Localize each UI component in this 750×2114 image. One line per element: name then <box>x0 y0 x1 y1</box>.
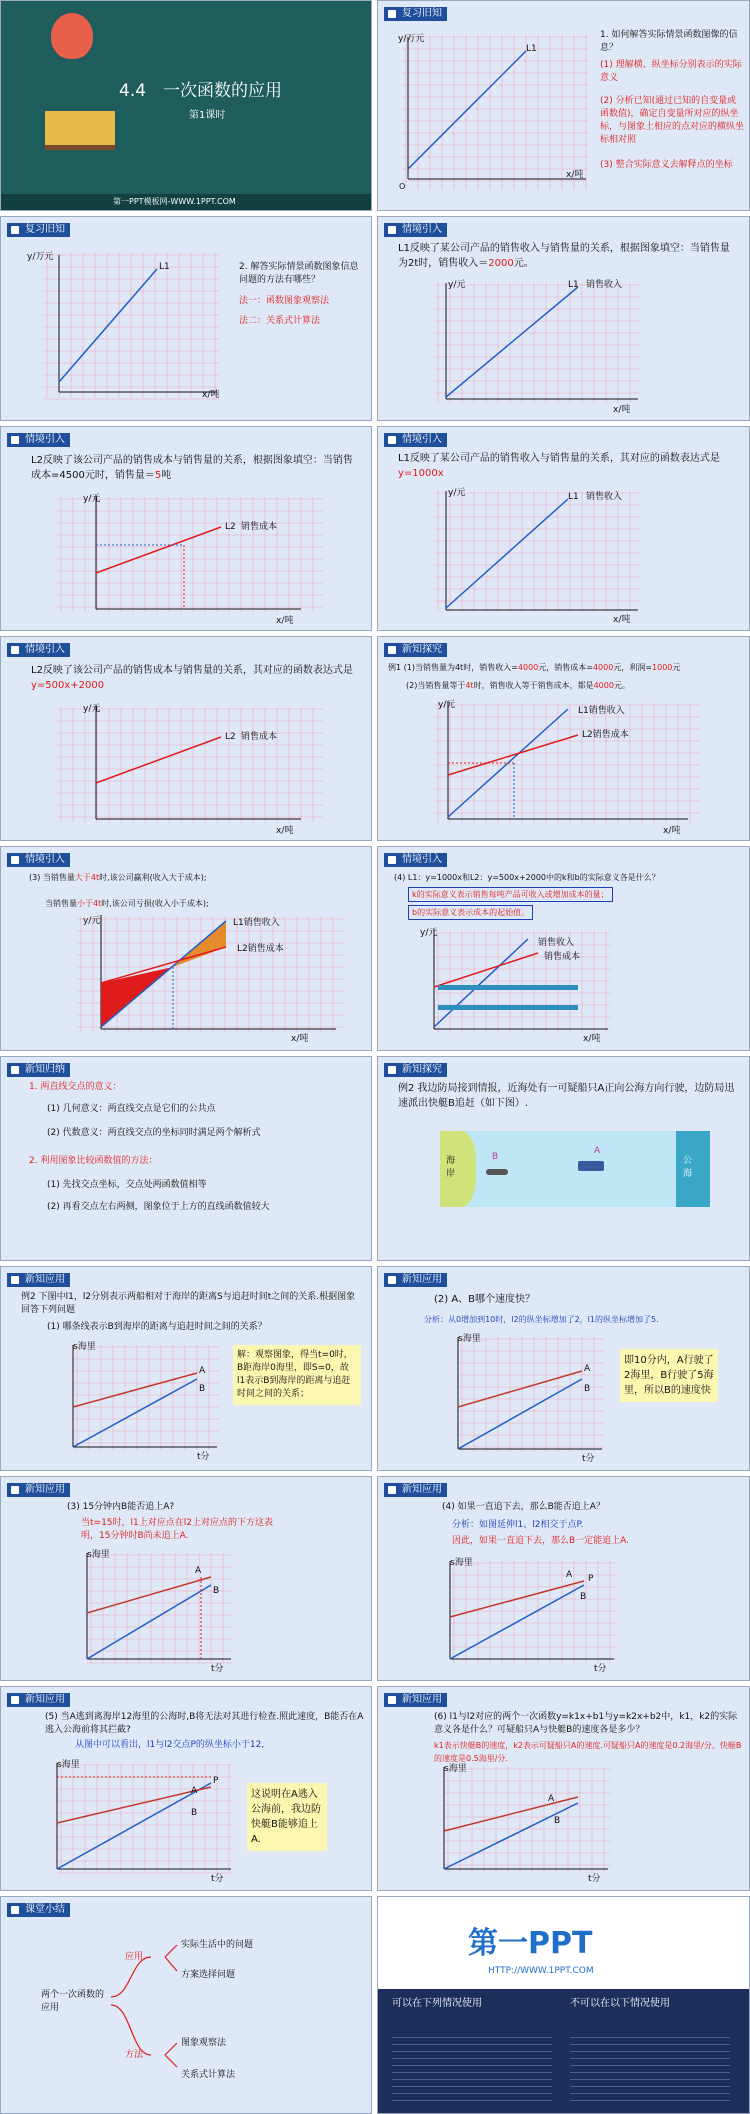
slide-apply-6 <box>377 1686 750 1891</box>
answer: y=500x+2000 <box>31 680 105 691</box>
section-tag: 复习旧知 <box>7 223 70 237</box>
chart-income <box>418 485 648 625</box>
series-label: 销售收入 <box>586 492 623 502</box>
y-axis-label: y/元 <box>448 488 466 498</box>
b-label: B <box>213 1586 220 1596</box>
t1-rest: 时,该公司赢利(收入大于成本); <box>99 873 207 882</box>
a-label: A <box>566 1570 573 1580</box>
branch-method: 方法 <box>125 2050 144 2060</box>
l1-label: L1销售收入 <box>578 706 625 716</box>
b-label: B <box>554 1816 561 1826</box>
boat-a-icon <box>578 1161 604 1171</box>
prompt <box>31 663 361 693</box>
t2-red: 小于4t <box>77 899 102 908</box>
cannot-use-heading: 不可以在以下情况使用 <box>570 1998 670 2009</box>
e1-profit: 1000 <box>652 663 673 672</box>
series-l1 <box>446 499 568 608</box>
section-tag: 新知应用 <box>384 1483 447 1497</box>
slide-review-2 <box>0 216 372 421</box>
line-label: L1 <box>159 262 170 272</box>
x-axis-label: x/吨 <box>566 170 584 180</box>
slide-intro-2 <box>0 426 372 631</box>
k-meaning: k的实际意义表示销售每吨产品可收入或增加成本的量； <box>408 887 613 902</box>
slide-apply-3 <box>0 1476 372 1681</box>
y-axis-label: y/元 <box>438 700 456 710</box>
y-axis-label: s海里 <box>87 1550 110 1560</box>
chart-boats <box>71 1547 241 1677</box>
question: (3) 15分钟内B能否追上A? <box>67 1502 175 1512</box>
balloon-icon <box>51 13 93 59</box>
series-label: 销售收入 <box>586 280 623 290</box>
p-label: P <box>213 1776 219 1786</box>
l2-label: L2销售成本 <box>582 730 629 740</box>
series-l2 <box>96 737 221 783</box>
cost-label: 销售成本 <box>544 952 581 962</box>
section-tag: 新知归纳 <box>7 1063 70 1077</box>
series-label: 销售成本 <box>241 732 278 742</box>
question: (2) A、B哪个速度快？ <box>434 1294 536 1305</box>
y-axis-label: y/元 <box>83 916 101 926</box>
slide-intro-6 <box>377 846 750 1051</box>
chart-boats <box>57 1339 227 1464</box>
slide-intro-3 <box>377 426 750 631</box>
answer: 当t=15时，l1上对应点在l2上对应点的下方这表明，15分钟时B尚未追上A. <box>81 1518 273 1541</box>
brand-url: HTTP://WWW.1PPT.COM <box>488 1966 594 1976</box>
lesson-title: 4.4 一次函数的应用 <box>119 81 283 101</box>
brand-logo: 第一PPT <box>468 1926 593 1961</box>
series-l1 <box>408 51 526 169</box>
boat-b-icon <box>486 1169 508 1175</box>
example-1 <box>388 661 748 674</box>
section-tag: 新知探究 <box>384 643 447 657</box>
cover-footer: 第一PPT模板网-WWW.1PPT.COM <box>113 197 236 206</box>
answer-note: 这说明在A逃入公海前，我边防快艇B能够追上A. <box>247 1783 327 1851</box>
chart-income <box>418 277 648 417</box>
band-2 <box>438 1005 578 1010</box>
b-meaning: b的实际意义表示成本的起始值。 <box>408 905 533 920</box>
slide-intro-1 <box>377 216 750 421</box>
answer: y=1000x <box>398 468 444 479</box>
prompt <box>398 451 738 481</box>
answer: 2000 <box>488 258 514 269</box>
slide-intro-4 <box>0 636 372 841</box>
analysis: 从图中可以看出，l1与l2交点P的纵坐标小于12, <box>75 1740 265 1750</box>
chart-k-b <box>418 925 618 1047</box>
a-label: A <box>548 1794 555 1804</box>
point-3: (1) 先找交点坐标，交点处两函数值相等 <box>47 1180 207 1190</box>
a-label: A <box>584 1364 591 1374</box>
chart-boats <box>41 1757 241 1887</box>
line-label: L2 <box>225 732 236 742</box>
chart-boats <box>434 1555 624 1677</box>
y-axis-label: s海里 <box>57 1760 80 1770</box>
y-axis-label: y/元 <box>448 280 466 290</box>
section-tag: 情境引入 <box>384 433 447 447</box>
slide-brand <box>377 1896 750 2114</box>
e1-income: 4000 <box>517 663 539 672</box>
x-axis-label: t分 <box>197 1452 210 1462</box>
link-list-left <box>392 2031 552 2107</box>
band-1 <box>438 985 578 990</box>
answer-1: (1) 理解横、纵坐标分别表示的实际意义 <box>600 60 742 83</box>
line-label: L2 <box>225 522 236 532</box>
item-2: 方案选择问题 <box>181 1970 236 1980</box>
answer: k1表示快艇B的速度，k2表示可疑船只A的速度.可疑船只A的速度是0.2海里/分，快艇B的速度是0.5海里/分. <box>434 1741 742 1763</box>
x-axis-label: x/吨 <box>613 615 631 625</box>
t1-red: 大于4t <box>74 873 100 882</box>
chart-cost <box>41 491 331 626</box>
slide-review-1 <box>377 0 750 211</box>
sea-scene <box>440 1131 710 1207</box>
point-4: (2) 再看交点左右两侧，图象位于上方的直线函数值较大 <box>47 1202 270 1212</box>
e2-text-2: 时，销售收入等于销售成本，都是 <box>473 681 594 690</box>
b-label: B <box>199 1384 206 1394</box>
series-b <box>73 1379 197 1447</box>
point-1: (1) 几何意义：两直线交点是它们的公共点 <box>47 1104 216 1114</box>
slide-apply-1 <box>0 1266 372 1471</box>
section-tag: 情境引入 <box>384 223 447 237</box>
slide-apply-4 <box>377 1476 750 1681</box>
line-label: L1 <box>568 492 579 502</box>
p-label: P <box>588 1574 594 1584</box>
section-tag: 情境引入 <box>7 853 70 867</box>
series-label: 销售成本 <box>241 522 278 532</box>
section-tag: 情境引入 <box>384 853 447 867</box>
y-axis-label: s海里 <box>444 1764 467 1774</box>
series-b <box>450 1585 587 1659</box>
section-tag: 新知应用 <box>7 1273 70 1287</box>
chart-income-cost <box>418 697 708 837</box>
can-use-heading: 可以在下列情况使用 <box>392 1998 482 2009</box>
series-a <box>87 1577 211 1613</box>
x-axis-label: t分 <box>594 1664 607 1674</box>
method-2: 法二：关系式计算法 <box>239 316 321 326</box>
section-tag: 新知应用 <box>7 1693 70 1707</box>
x-axis-label: x/吨 <box>663 826 681 836</box>
y-axis-label: s海里 <box>73 1342 96 1352</box>
a-label: A <box>191 1786 198 1796</box>
l2-label: L2销售成本 <box>237 944 284 954</box>
chart-l1 <box>27 247 227 412</box>
x-axis-label: x/吨 <box>583 1034 601 1044</box>
example-2 <box>406 679 746 692</box>
prompt <box>398 241 738 271</box>
a-label: A <box>195 1566 202 1576</box>
slide-explore-2 <box>377 1056 750 1261</box>
l1-label: L1销售收入 <box>233 918 280 928</box>
high-seas-label: 公海 <box>683 1156 693 1179</box>
section-tag: 情境引入 <box>7 643 70 657</box>
slide-apply-5 <box>0 1686 372 1891</box>
slide-summary-2 <box>0 1896 372 2114</box>
origin-label: O <box>399 182 406 191</box>
t1: (3) 当销售量 <box>29 873 75 882</box>
item-3: 图象观察法 <box>181 2038 227 2048</box>
question: (5) 当A逃到离海岸12海里的公海时,B将无法对其进行检查.照此速度，B能否在A逃入公海前将其拦截? <box>45 1712 364 1735</box>
e1-text-2: 元，销售成本= <box>538 663 593 672</box>
prompt <box>31 453 361 483</box>
point-2: (2) 代数意义：两直线交点的坐标同时满足两个解析式 <box>47 1128 261 1138</box>
prompt-text: L2反映了该公司产品的销售成本与销售量的关系，其对应的函数表达式是 <box>31 665 353 676</box>
y-axis-label: y/万元 <box>398 34 425 44</box>
branch-apply: 应用 <box>125 1952 144 1962</box>
prompt-text: L1反映了某公司产品的销售收入与销售量的关系，其对应的函数表达式是 <box>398 453 720 464</box>
slide-cover <box>0 0 372 211</box>
example-text: 例2 我边防局接到情报，近海处有一可疑船只A正向公海方向行驶，边防局迅速派出快艇B追赶（如下图）. <box>398 1083 735 1109</box>
e2-qty: 4t <box>465 681 474 690</box>
unit: 元。 <box>513 258 534 269</box>
section-tag: 复习旧知 <box>384 7 447 21</box>
heading-1: 1. 两直线交点的意义： <box>29 1082 122 1092</box>
series-l2 <box>96 527 221 573</box>
link-list-right <box>570 2031 730 2107</box>
answer: 5 <box>154 470 162 481</box>
e1-text-3: 元，利润= <box>613 663 653 672</box>
prompt-text: L2反映了该公司产品的销售成本与销售量的关系，根据图象填空：当销售成本=4500元时，销售量＝ <box>31 455 353 481</box>
mindmap-lines <box>111 1937 181 2087</box>
center-topic: 两个一次函数的应用 <box>41 1990 105 2013</box>
high-seas-shape <box>676 1131 710 1207</box>
item-4: 关系式计算法 <box>181 2070 236 2080</box>
prompt-text: L1反映了某公司产品的销售收入与销售量的关系，根据图象填空：当销售量为2t时，销售收入＝ <box>398 243 730 269</box>
series-b <box>444 1803 578 1869</box>
answer-note: 解：观察图象，得当t=0时，B距海岸0海里，即S=0，故l1表示B到海岸的距离与追赶时间之间的关系； <box>233 1345 361 1405</box>
chart-boats <box>428 1761 618 1887</box>
y-axis-label: y/元 <box>420 928 438 938</box>
x-axis-label: t分 <box>588 1874 601 1884</box>
section-tag: 新知探究 <box>384 1063 447 1077</box>
method-1: 法一：函数图象观察法 <box>239 296 330 306</box>
analysis: 分析：如图延伸l1、l2相交于点P. <box>452 1520 584 1530</box>
question: (4) 如果一直追下去，那么B能否追上A？ <box>442 1502 605 1512</box>
e1-text-4: 元 <box>672 663 681 672</box>
x-axis-label: t分 <box>211 1874 224 1884</box>
x-axis-label: x/吨 <box>613 405 631 415</box>
coast-label: 海岸 <box>446 1156 456 1179</box>
section-tag: 新知应用 <box>384 1693 447 1707</box>
series-b <box>57 1783 211 1869</box>
t2-rest: 时,该公司亏损(收入小于成本); <box>101 899 209 908</box>
profit-line <box>29 871 369 884</box>
loss-line <box>45 897 365 910</box>
a-label: A <box>199 1366 206 1376</box>
e2-text: (2)当销售量等于 <box>406 681 466 690</box>
x-axis-label: x/吨 <box>276 826 294 836</box>
income-label: 销售收入 <box>538 938 575 948</box>
section-tag: 课堂小结 <box>7 1903 70 1917</box>
slide-intro-5 <box>0 846 372 1051</box>
line-label: L1 <box>526 44 537 54</box>
question: (6) l1与l2对应的两个一次函数y=k1x+b1与y=k2x+b2中，k1，k2的实际意义各是什么？可疑船只A与快艇B的速度各是多少？ <box>434 1712 738 1735</box>
b-label: B <box>191 1808 198 1818</box>
section-tag: 情境引入 <box>7 433 70 447</box>
y-axis-label: y/万元 <box>27 252 54 262</box>
series-l1 <box>101 921 226 1027</box>
slide-summary-1 <box>0 1056 372 1261</box>
e2-text-3: 元。 <box>613 681 630 690</box>
boat-a-label: A <box>594 1146 601 1156</box>
series-a <box>57 1787 211 1823</box>
t2: 当销售量 <box>45 899 77 908</box>
y-axis-label: s海里 <box>458 1334 481 1344</box>
series-l1 <box>59 269 157 382</box>
lesson-subtitle: 第1课时 <box>189 110 226 121</box>
slide-explore-1 <box>377 636 750 841</box>
x-axis-label: x/吨 <box>276 616 294 626</box>
x-axis-label: t分 <box>582 1454 595 1464</box>
x-axis-label: t分 <box>211 1664 224 1674</box>
chart-boats <box>442 1331 612 1466</box>
answer-3: (3) 整合实际意义去解释点的坐标 <box>600 160 733 170</box>
e2-value: 4000 <box>593 681 614 690</box>
answer-note: 即10分内，A行驶了2海里，B行驶了5海里，所以B的速度快 <box>620 1349 718 1402</box>
analysis: 分析：从0增加到10时，l2的纵坐标增加了2，l1的纵坐标增加了5. <box>424 1315 659 1324</box>
question: (4) L1：y=1000x和L2：y=500x+2000中的k和b的实际意义各是什么？ <box>394 873 660 882</box>
series-b <box>87 1585 211 1659</box>
question: 1. 如何解答实际情景函数图像的信息？ <box>600 30 738 53</box>
heading-2: 2. 利用图象比较函数值的方法： <box>29 1156 158 1166</box>
question: 2. 解答实际情景函数图象信息问题的方法有哪些？ <box>239 262 359 285</box>
intro: 例2 下图中l1，l2分别表示两船相对于海岸的距离S与追赶时间t之间的关系.根据图象回答下列问题 <box>21 1292 356 1315</box>
chart-profit-loss <box>61 911 351 1046</box>
e1-cost: 4000 <box>592 663 614 672</box>
question: (1) 哪条线表示B到海岸的距离与追赶时间之间的关系？ <box>47 1322 267 1332</box>
boat-b-label: B <box>492 1152 499 1162</box>
y-axis-label: y/元 <box>83 494 101 504</box>
unit: 吨 <box>161 470 172 481</box>
line-label: L1 <box>568 280 579 290</box>
series-l2 <box>101 947 226 983</box>
b-label: B <box>580 1592 587 1602</box>
y-axis-label: y/元 <box>83 704 101 714</box>
answer: 因此，如果一直追下去，那么B一定能追上A. <box>452 1536 630 1546</box>
section-tag: 新知应用 <box>7 1483 70 1497</box>
x-axis-label: x/吨 <box>202 390 220 400</box>
e1-text: 例1 (1)当销售量为4t时，销售收入= <box>388 663 518 672</box>
answer-2: (2) 分析已知(通过已知的自变量或函数值)，确定自变量所对应的纵坐标，与图象上相应的点对应的横纵坐标相对照 <box>600 96 745 145</box>
b-label: B <box>584 1384 591 1394</box>
section-tag: 新知应用 <box>384 1273 447 1287</box>
y-axis-label: s海里 <box>450 1558 473 1568</box>
x-axis-label: x/吨 <box>291 1034 309 1044</box>
books-icon <box>45 111 115 150</box>
chart-l1 <box>386 29 596 204</box>
slide-apply-2 <box>377 1266 750 1471</box>
item-1: 实际生活中的问题 <box>181 1940 254 1950</box>
chart-cost <box>41 701 331 836</box>
